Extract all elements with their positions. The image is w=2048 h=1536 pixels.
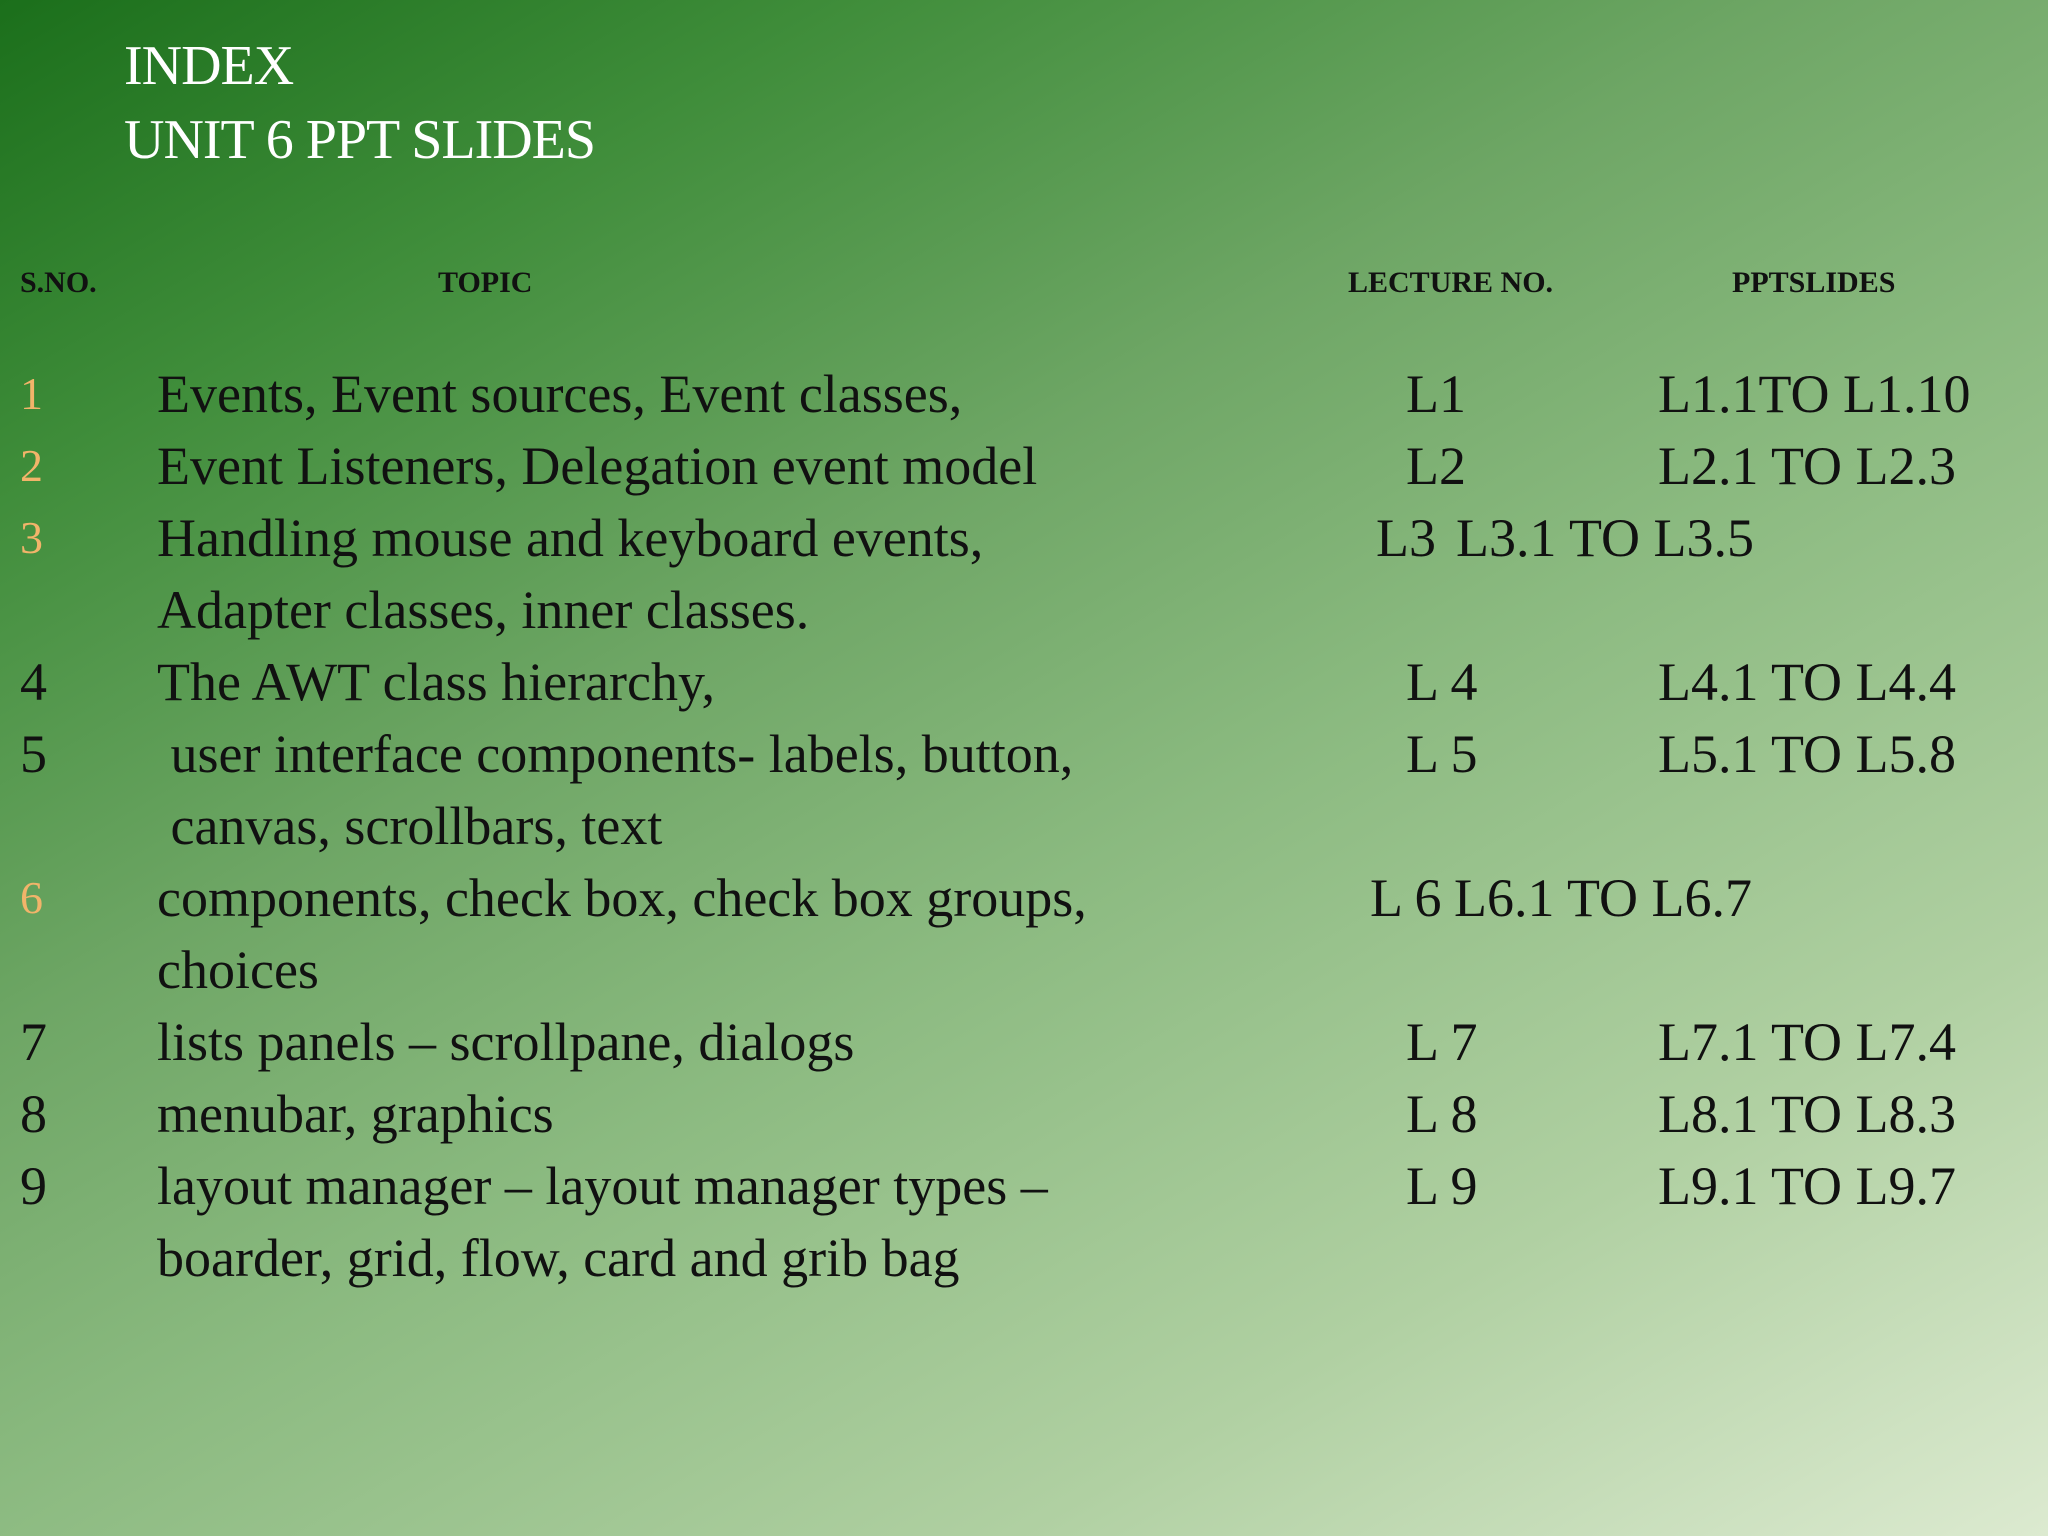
row-1-topic: Events, Event sources, Event classes, (157, 364, 963, 424)
row-7-lecture: L 7 (1406, 1012, 1478, 1072)
row-2-topic: Event Listeners, Delegation event model (157, 436, 1038, 496)
row-3-topic-line-2: Adapter classes, inner classes. (157, 580, 810, 640)
row-3-slides: L3.1 TO L3.5 (1456, 508, 1755, 568)
header-ppt-slides: PPTSLIDES (1732, 266, 1896, 299)
slide-subtitle-unit: UNIT 6 PPT SLIDES (124, 109, 596, 171)
row-1-sno: 1 (20, 368, 43, 419)
row-9-lecture: L 9 (1406, 1156, 1478, 1216)
row-5-topic-line-1: user interface components- labels, button, (157, 724, 1074, 784)
row-7-sno: 7 (20, 1012, 47, 1072)
row-9-topic-line-2: boarder, grid, flow, card and grib bag (157, 1228, 960, 1288)
header-lecture-no: LECTURE NO. (1348, 266, 1554, 299)
row-2-sno: 2 (20, 440, 43, 491)
row-3-topic-line-1: Handling mouse and keyboard events, (157, 508, 984, 568)
row-8-lecture: L 8 (1406, 1084, 1478, 1144)
row-7-topic: lists panels – scrollpane, dialogs (157, 1012, 855, 1072)
row-5-slides: L5.1 TO L5.8 (1658, 724, 1957, 784)
row-3-sno: 3 (20, 512, 43, 563)
row-5-topic-line-2: canvas, scrollbars, text (157, 796, 663, 856)
row-6-topic-line-2: choices (157, 940, 319, 1000)
row-8-slides: L8.1 TO L8.3 (1658, 1084, 1957, 1144)
row-1-slides: L1.1TO L1.10 (1658, 364, 1971, 424)
row-2-slides: L2.1 TO L2.3 (1658, 436, 1957, 496)
row-6-topic-line-1: components, check box, check box groups, (157, 868, 1087, 928)
header-topic: TOPIC (438, 266, 533, 299)
row-6-sno: 6 (20, 872, 43, 923)
row-9-slides: L9.1 TO L9.7 (1658, 1156, 1957, 1216)
row-1-lecture: L1 (1406, 364, 1466, 424)
row-5-lecture: L 5 (1406, 724, 1478, 784)
row-6-lecture: L 6 (1370, 868, 1442, 928)
row-3-lecture: L3 (1376, 508, 1436, 568)
row-8-sno: 8 (20, 1084, 47, 1144)
row-4-sno: 4 (20, 652, 47, 712)
row-9-sno: 9 (20, 1156, 47, 1216)
row-6-slides: L6.1 TO L6.7 (1454, 868, 1753, 928)
row-8-topic: menubar, graphics (157, 1084, 554, 1144)
header-sno: S.NO. (20, 266, 97, 299)
row-7-slides: L7.1 TO L7.4 (1658, 1012, 1957, 1072)
row-5-sno: 5 (20, 724, 47, 784)
slide-title-index: INDEX (124, 35, 294, 97)
row-9-topic-line-1: layout manager – layout manager types – (157, 1156, 1048, 1216)
row-4-lecture: L 4 (1406, 652, 1478, 712)
row-4-slides: L4.1 TO L4.4 (1658, 652, 1957, 712)
row-4-topic: The AWT class hierarchy, (157, 652, 715, 712)
row-2-lecture: L2 (1406, 436, 1466, 496)
